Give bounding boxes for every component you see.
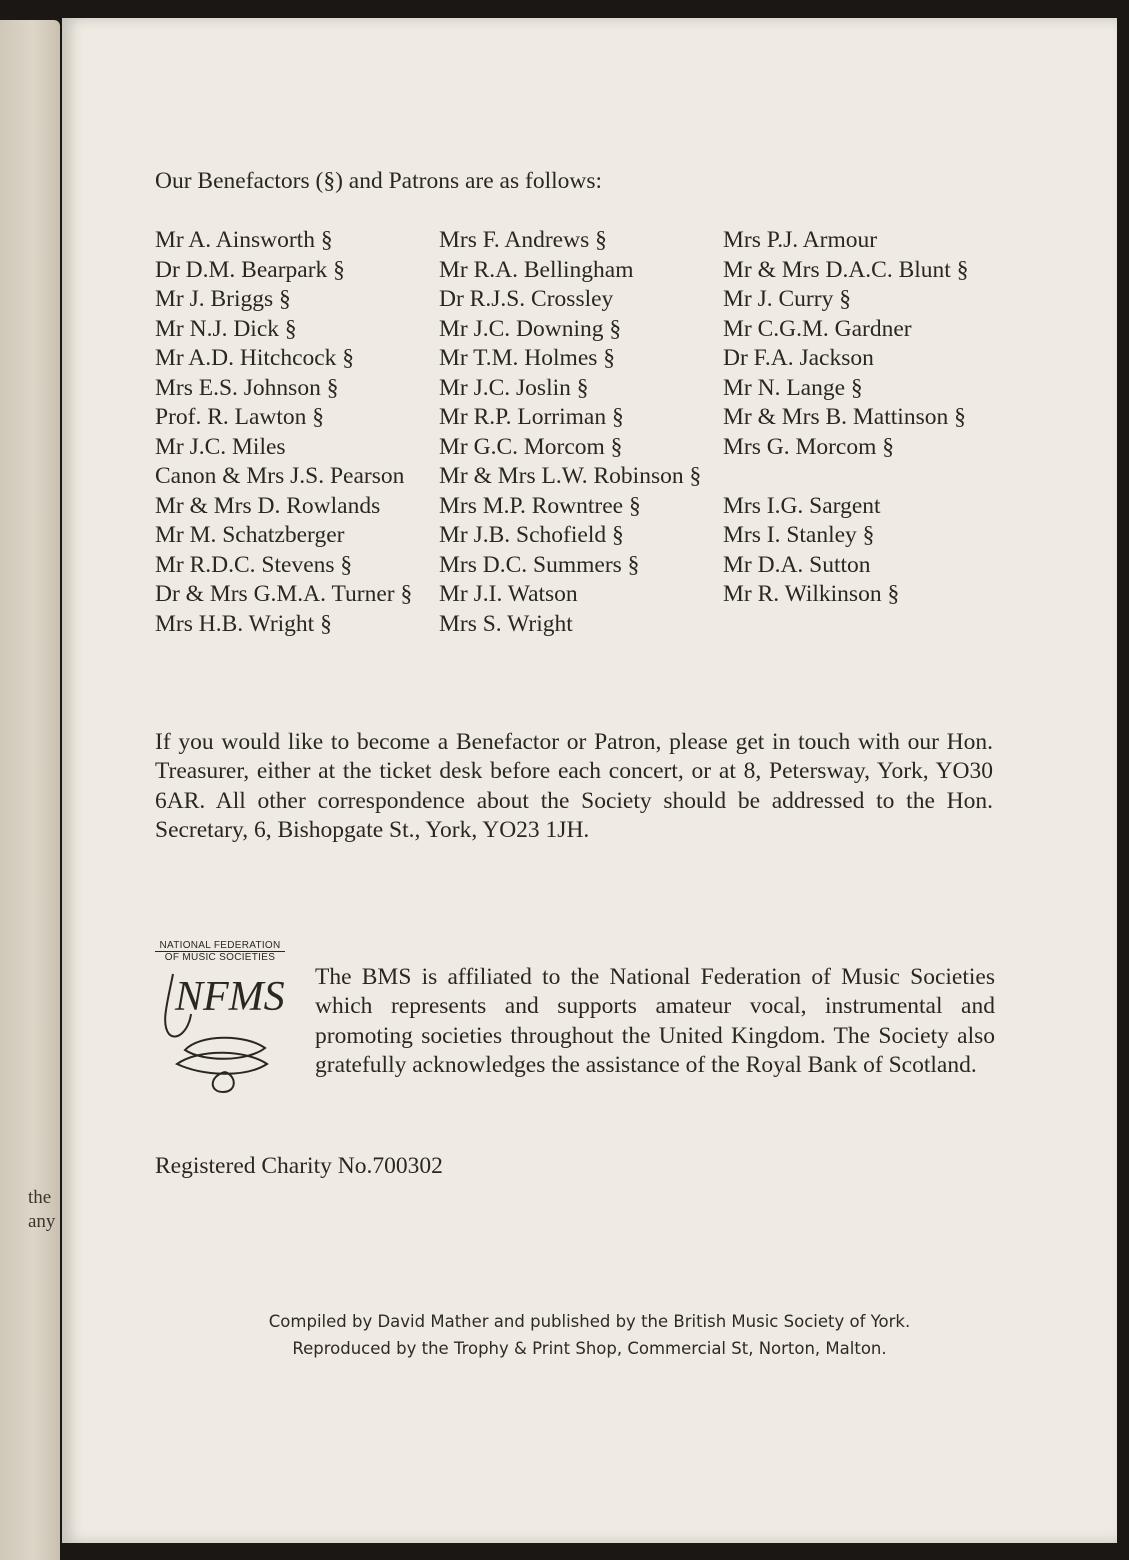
- nfms-logo-line: OF MUSIC SOCIETIES: [164, 952, 276, 963]
- patron-name: Mr T.M. Holmes §: [439, 345, 616, 371]
- previous-page-edge: [0, 20, 60, 1560]
- patron-name: Mr J.C. Miles: [155, 433, 286, 460]
- previous-page-fragment: any: [28, 1211, 56, 1232]
- patron-name: Mrs H.B. Wright §: [155, 610, 332, 637]
- patron-name: Mr J.C. Downing §: [439, 315, 622, 342]
- patron-name: Mr R. Wilkinson §: [723, 581, 900, 607]
- patron-name: Mrs M.P. Rowntree §: [439, 492, 641, 519]
- nfms-logo-caption: [155, 940, 285, 963]
- patron-name: Mrs P.J. Armour: [723, 227, 878, 253]
- patron-name: Mr J.C. Joslin §: [439, 374, 589, 401]
- credits-line: Reproduced by the Trophy & Print Shop, Commercial St, Norton, Malton.: [292, 1339, 887, 1358]
- patron-name: Mr J. Briggs §: [155, 286, 291, 312]
- patron-name: Mr N.J. Dick §: [155, 315, 297, 342]
- charity-number: Registered Charity No.700302: [155, 1153, 443, 1179]
- patron-name: Mr D.A. Sutton: [723, 551, 871, 578]
- credits: [62, 1308, 1117, 1362]
- document-page: [62, 18, 1117, 1543]
- patron-name: Mr G.C. Morcom §: [439, 433, 623, 460]
- patron-name: Canon & Mrs J.S. Pearson: [155, 463, 405, 489]
- patron-name: Mr & Mrs D.A.C. Blunt §: [723, 256, 969, 283]
- previous-page-fragment: the: [28, 1187, 52, 1208]
- patron-name: Prof. R. Lawton §: [155, 404, 325, 430]
- patron-name: Dr F.A. Jackson: [723, 345, 874, 371]
- patron-name: Mrs E.S. Johnson §: [155, 374, 339, 401]
- patrons-column-2: [439, 226, 701, 639]
- patron-name: Mrs S. Wright: [439, 610, 573, 637]
- nfms-monogram-icon: [155, 964, 287, 1094]
- patron-name: Dr R.J.S. Crossley: [439, 286, 614, 312]
- patron-name: Mr A. Ainsworth §: [155, 227, 333, 253]
- credits-line: Compiled by David Mather and published by the British Music Society of York.: [268, 1312, 911, 1331]
- nfms-monogram-text: NFMS: [175, 974, 285, 1020]
- patron-name: Dr D.M. Bearpark §: [155, 256, 345, 283]
- become-patron-paragraph: If you would like to become a Benefactor or Patron, please get in touch with our Hon. Treasurer, either at the ticket desk before each concert, or at 8, Petersway, York, YO30 6AR. All other correspondence about the Society should be addressed to the Hon. Secretary, 6, Bishopgate St., York, YO23 1JH.: [155, 728, 993, 843]
- patron-name: Mrs G. Morcom §: [723, 433, 895, 460]
- patron-name: Mr R.A. Bellingham: [439, 256, 634, 283]
- patron-name: Mr C.G.M. Gardner: [723, 315, 912, 342]
- patrons-column-1: [155, 226, 412, 639]
- patron-name: Mr M. Schatzberger: [155, 522, 345, 548]
- column-gap: [723, 462, 968, 492]
- patrons-column-3: [723, 226, 968, 610]
- patron-name: Mrs F. Andrews §: [439, 227, 607, 253]
- patron-name: Mr N. Lange §: [723, 374, 863, 401]
- patron-name: Mr J. Curry §: [723, 286, 851, 312]
- patron-name: Mr & Mrs L.W. Robinson §: [439, 463, 702, 489]
- affiliation-paragraph: The BMS is affiliated to the National Federation of Music Societies which represents and supports amateur vocal, instrumental and promoting societies throughout the United Kingdom. The Society also gratefully acknowledges the assistance of the Royal Bank of Scotland.: [315, 963, 995, 1078]
- patron-name: Mrs D.C. Summers §: [439, 551, 640, 578]
- patron-name: Mrs I.G. Sargent: [723, 492, 881, 519]
- patron-name: Mr A.D. Hitchcock §: [155, 345, 355, 371]
- patron-name: Mr & Mrs B. Mattinson §: [723, 404, 966, 430]
- patron-name: Mr R.P. Lorriman §: [439, 404, 624, 430]
- patron-name: Mr J.I. Watson: [439, 581, 578, 607]
- nfms-logo-line: NATIONAL FEDERATION: [155, 940, 285, 952]
- patron-name: Mr J.B. Schofield §: [439, 522, 624, 548]
- nfms-logo: [155, 940, 295, 1100]
- patron-name: Mr & Mrs D. Rowlands: [155, 492, 381, 519]
- patron-name: Dr & Mrs G.M.A. Turner §: [155, 581, 413, 607]
- patron-name: Mrs I. Stanley §: [723, 522, 875, 548]
- intro-heading: Our Benefactors (§) and Patrons are as follows:: [155, 168, 603, 194]
- patron-name: Mr R.D.C. Stevens §: [155, 551, 353, 578]
